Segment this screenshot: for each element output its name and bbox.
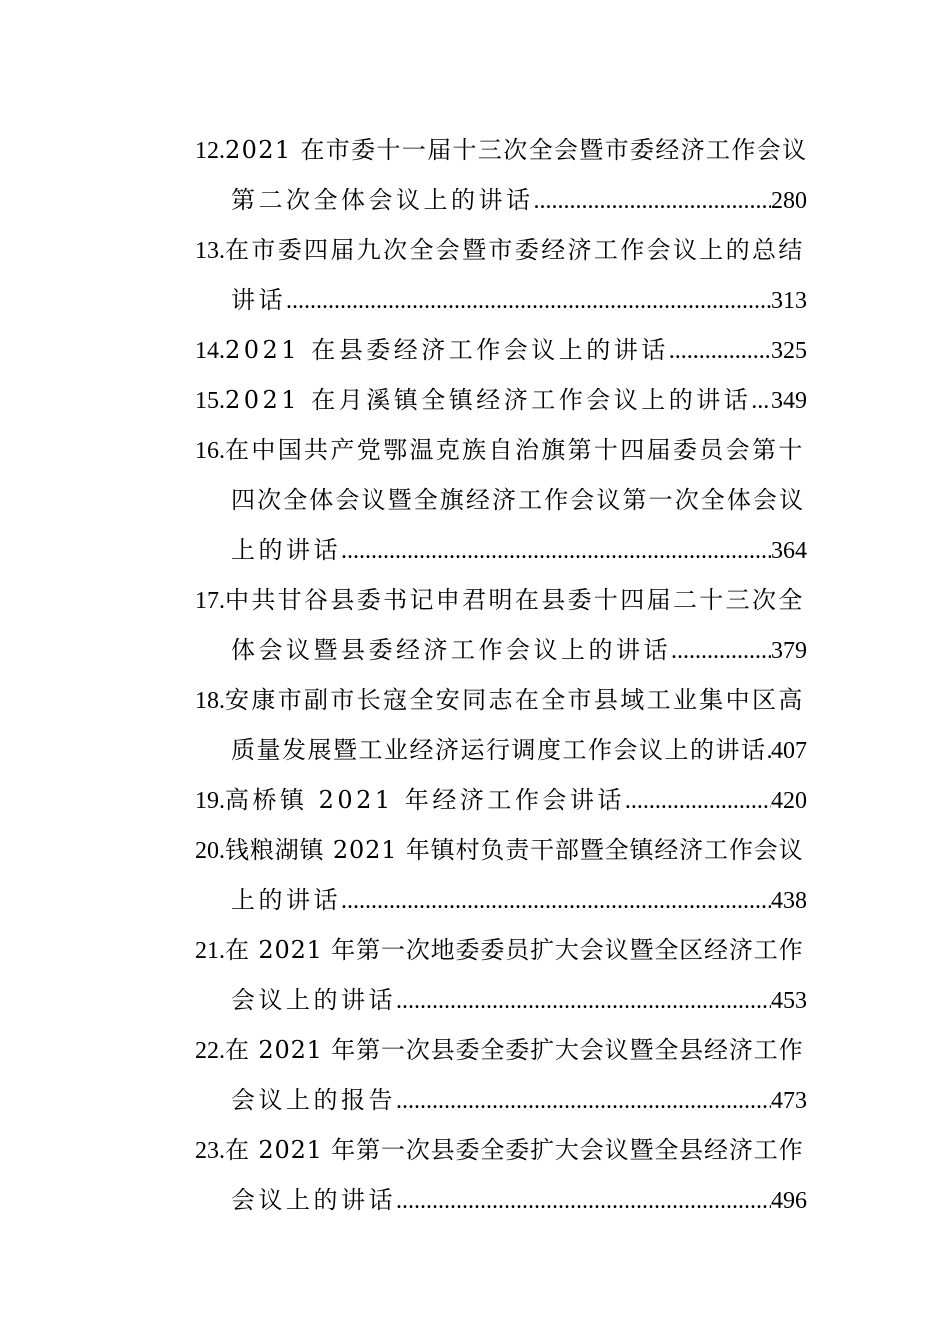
toc-page-number: 407	[771, 738, 807, 764]
toc-entry-number: 14.	[195, 338, 225, 364]
toc-entry[interactable]	[195, 675, 807, 775]
toc-entry-title: 会议上的讲话	[231, 1186, 396, 1214]
toc-entry-title: 在市委四届九次全会暨市委经济工作会议上的总结	[225, 236, 805, 264]
toc-page-number: 280	[771, 188, 807, 214]
toc-entry-title: 高桥镇 2021 年经济工作会讲话	[225, 786, 625, 814]
toc-entry-number: 17.	[195, 588, 225, 614]
toc-entry-line	[195, 875, 807, 925]
toc-entry-title: 在 2021 年第一次县委全委扩大会议暨全县经济工作	[225, 1136, 804, 1164]
toc-page-number: 473	[771, 1088, 807, 1114]
toc-entry-title: 质量发展暨工业经济运行调度工作会议上的讲话	[231, 736, 767, 764]
toc-entry[interactable]	[195, 225, 807, 325]
toc-page-number: 420	[771, 788, 807, 814]
toc-entry-title: 钱粮湖镇 2021 年镇村负责干部暨全镇经济工作会议	[225, 836, 804, 864]
dot-leader	[751, 376, 771, 426]
toc-entry-number: 18.	[195, 688, 225, 714]
toc-page-number: 364	[771, 538, 807, 564]
toc-entry-title: 讲话	[231, 286, 286, 314]
toc-entry-title: 在 2021 年第一次地委委员扩大会议暨全区经济工作	[225, 936, 804, 964]
dot-leader	[286, 276, 771, 326]
toc-entry-line	[195, 1175, 807, 1225]
toc-page-number: 313	[771, 288, 807, 314]
toc-entry-number: 22.	[195, 1038, 225, 1064]
toc-entry[interactable]	[195, 775, 807, 825]
toc-entry-title: 四次全体会议暨全旗经济工作会议第一次全体会议	[231, 486, 806, 514]
toc-entry-line	[195, 325, 807, 375]
toc-entry[interactable]	[195, 125, 807, 225]
toc-entry-title: 上的讲话	[231, 536, 341, 564]
dot-leader	[625, 776, 771, 826]
toc-entry-line	[195, 925, 807, 975]
toc-entry-title: 2021 在市委十一届十三次全会暨市委经济工作会议	[225, 136, 808, 164]
toc-entry-line	[195, 675, 807, 725]
toc-entry-number: 16.	[195, 438, 225, 464]
dot-leader	[341, 876, 771, 926]
toc-entry-title: 2021 在月溪镇全镇经济工作会议上的讲话	[225, 386, 752, 414]
toc-entry-line	[195, 825, 807, 875]
toc-entry[interactable]	[195, 575, 807, 675]
toc-page-number: 349	[771, 388, 807, 414]
toc-entry[interactable]	[195, 1125, 807, 1225]
toc-page-number: 379	[771, 638, 807, 664]
toc-entry-line	[195, 475, 807, 525]
dot-leader	[669, 326, 771, 376]
toc-entry-title: 会议上的讲话	[231, 986, 396, 1014]
toc-entry-line	[195, 725, 807, 775]
table-of-contents	[195, 125, 807, 1225]
toc-entry-number: 12.	[195, 138, 225, 164]
dot-leader	[396, 1076, 771, 1126]
toc-page-number: 438	[771, 888, 807, 914]
toc-entry-title: 体会议暨县委经济工作会议上的讲话	[231, 636, 671, 664]
toc-page-number: 325	[771, 338, 807, 364]
toc-entry-title: 2021 在县委经济工作会议上的讲话	[225, 336, 669, 364]
toc-entry-line	[195, 225, 807, 275]
toc-page-number: 496	[771, 1188, 807, 1214]
toc-entry-line	[195, 1125, 807, 1175]
toc-page-number: 453	[771, 988, 807, 1014]
toc-entry-line	[195, 425, 807, 475]
toc-entry-title: 安康市副市长寇全安同志在全市县域工业集中区高	[225, 686, 805, 714]
toc-entry-line	[195, 275, 807, 325]
toc-entry-line	[195, 1025, 807, 1075]
toc-entry-number: 20.	[195, 838, 225, 864]
toc-entry-line	[195, 1075, 807, 1125]
toc-entry-title: 第二次全体会议上的讲话	[231, 186, 534, 214]
toc-entry-line	[195, 175, 807, 225]
toc-entry[interactable]	[195, 325, 807, 375]
toc-entry-title: 会议上的报告	[231, 1086, 396, 1114]
toc-entry-number: 23.	[195, 1138, 225, 1164]
toc-entry-number: 15.	[195, 388, 225, 414]
toc-entry-line	[195, 525, 807, 575]
toc-entry-number: 19.	[195, 788, 225, 814]
toc-entry[interactable]	[195, 1025, 807, 1125]
toc-entry-line	[195, 975, 807, 1025]
toc-entry[interactable]	[195, 925, 807, 1025]
dot-leader	[671, 626, 771, 676]
toc-entry-line	[195, 775, 807, 825]
toc-entry[interactable]	[195, 425, 807, 575]
toc-entry-line	[195, 575, 807, 625]
toc-entry-title: 上的讲话	[231, 886, 341, 914]
toc-entry-line	[195, 375, 807, 425]
dot-leader	[534, 176, 772, 226]
toc-entry-title: 中共甘谷县委书记申君明在县委十四届二十三次全	[225, 586, 805, 614]
toc-entry-title: 在 2021 年第一次县委全委扩大会议暨全县经济工作	[225, 1036, 804, 1064]
toc-entry-number: 13.	[195, 238, 225, 264]
toc-entry-title: 在中国共产党鄂温克族自治旗第十四届委员会第十	[225, 436, 805, 464]
toc-entry-line	[195, 625, 807, 675]
toc-entry[interactable]	[195, 825, 807, 925]
toc-entry-line	[195, 125, 807, 175]
toc-entry-number: 21.	[195, 938, 225, 964]
toc-entry[interactable]	[195, 375, 807, 425]
dot-leader	[396, 1176, 771, 1226]
dot-leader	[396, 976, 771, 1026]
dot-leader	[341, 526, 771, 576]
